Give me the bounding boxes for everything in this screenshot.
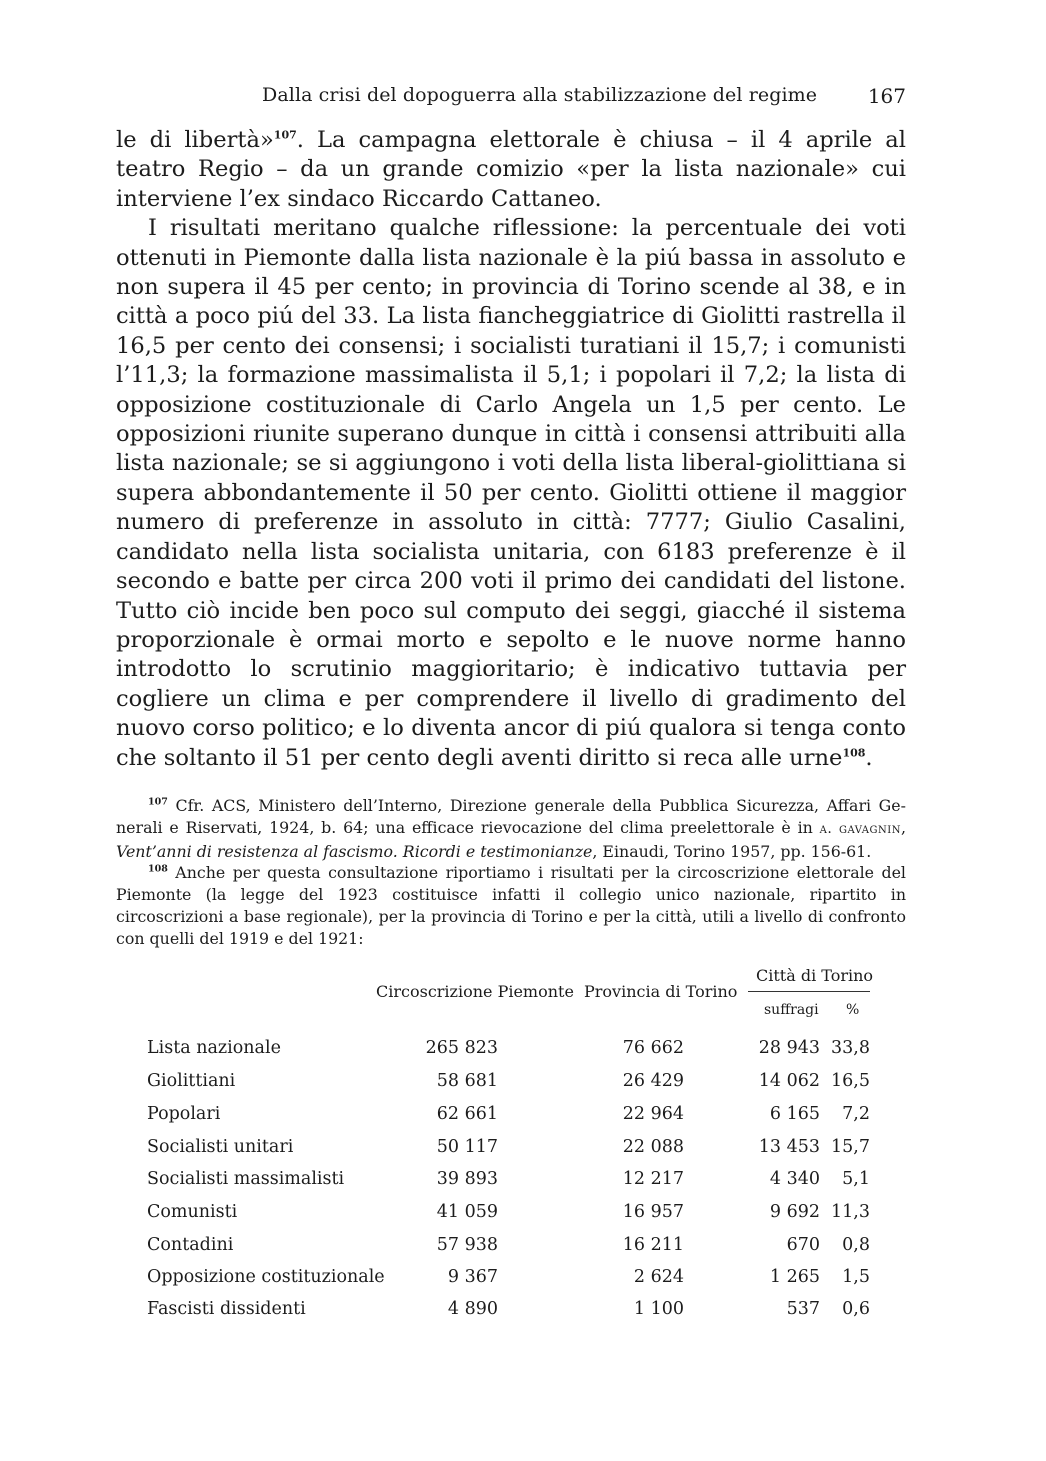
cell-piemonte: 9 367	[447, 1267, 498, 1287]
cell-percent: 7,2	[842, 1104, 870, 1124]
row-label: Opposizione costituzionale	[147, 1267, 385, 1287]
table-row	[116, 1299, 906, 1329]
table-row	[116, 1071, 906, 1101]
footnote-number: 108	[148, 864, 168, 876]
cell-piemonte: 41 059	[436, 1202, 498, 1222]
body-text	[116, 126, 906, 773]
footnote-ref-108[interactable]: 108	[842, 746, 866, 759]
cell-percent: 1,5	[842, 1267, 870, 1287]
table-row	[116, 1038, 906, 1068]
cell-percent: 11,3	[831, 1202, 870, 1222]
cell-suffragi: 4 340	[769, 1169, 820, 1189]
paragraph-2	[116, 214, 906, 773]
row-label: Lista nazionale	[147, 1038, 281, 1058]
footnote-107-author: a. gavagnin	[819, 820, 901, 837]
page-number: 167	[867, 84, 906, 108]
election-results-table	[116, 962, 906, 1322]
cell-suffragi: 28 943	[758, 1038, 820, 1058]
footnote-108	[116, 862, 906, 949]
cell-provincia: 26 429	[622, 1071, 684, 1091]
table-row	[116, 1235, 906, 1265]
table-row	[116, 1267, 906, 1297]
cell-provincia: 22 088	[622, 1137, 684, 1157]
cell-piemonte: 265 823	[425, 1038, 498, 1058]
cell-piemonte: 57 938	[436, 1235, 498, 1255]
row-label: Socialisti unitari	[147, 1137, 294, 1157]
row-label: Fascisti dissidenti	[147, 1299, 306, 1319]
cell-percent: 15,7	[831, 1137, 870, 1157]
cell-suffragi: 670	[786, 1235, 820, 1255]
running-title: Dalla crisi del dopoguerra alla stabilizzazione del regime	[262, 84, 818, 106]
cell-percent: 33,8	[831, 1038, 870, 1058]
cell-suffragi: 537	[786, 1299, 820, 1319]
cell-suffragi: 6 165	[769, 1104, 820, 1124]
row-label: Popolari	[147, 1104, 221, 1124]
cell-provincia: 12 217	[622, 1169, 684, 1189]
cell-provincia: 16 957	[622, 1202, 684, 1222]
running-header	[262, 84, 906, 114]
cell-suffragi: 13 453	[758, 1137, 820, 1157]
paragraph-2-text: I risultati meritano qualche riflessione: la percentuale dei voti ottenuti in Piemonte dalla lista nazionale è la piú bassa in assoluto e non supera il 45 per cento; in provincia di Torino scende al 38, e in città a poco piú del 33. La lista fiancheggiatrice di Giolitti rastrella il 16,5 per cento dei consensi; i socialisti turatiani il 15,7; i comunisti l’11,3; la formazione massimalista il 5,1; i popolari il 7,2; la lista di opposizione costituzionale di Carlo Angela un 1,5 per cento. Le opposizioni riunite superano dunque in città i consensi attribuiti alla lista nazionale; se si aggiungono i voti della lista liberal-giolittiana si supera abbondantemente il 50 per cento. Giolitti ottiene il maggior numero di preferenze in assoluto in città: 7777; Giulio Casalini, candidato nella lista socialista unitaria, con 6183 preferenze è il secondo e batte per circa 200 voti il primo dei candidati del listone. Tutto ciò incide ben poco sul computo dei seggi, giacché il sistema proporzionale è ormai morto e sepolto e le nuove norme hanno introdotto lo scrutinio maggioritario; è indicativo tuttavia per cogliere un clima e per comprendere il livello di gradimento del nuovo corso politico; e lo diventa ancor di piú qualora si tenga conto che soltanto il 51 per cento degli aventi diritto si reca alle urne	[116, 215, 906, 771]
cell-piemonte: 39 893	[436, 1169, 498, 1189]
footnote-107-comma: ,	[900, 817, 906, 837]
row-label: Comunisti	[147, 1202, 238, 1222]
subheader-percent: %	[846, 1002, 860, 1018]
column-header-piemonte: Circoscrizione Piemonte	[376, 982, 574, 1001]
table-row	[116, 1169, 906, 1199]
column-header-citta: Città di Torino	[756, 966, 874, 985]
cell-percent: 5,1	[842, 1169, 870, 1189]
subheader-suffragi: suffragi	[764, 1002, 819, 1018]
footnote-108-text: Anche per questa consultazione riportiamo i risultati per la circoscrizione elettorale del Piemonte (la legge del 1923 costituisce infatti il collegio unico nazionale, ripartito in circoscrizioni a base regionale), per la provincia di Torino e per la città, utili a livello di confronto con quelli del 1919 e del 1921:	[116, 863, 906, 948]
cell-suffragi: 1 265	[769, 1267, 820, 1287]
table-row	[116, 1202, 906, 1232]
row-label: Giolittiani	[147, 1071, 236, 1091]
table-row	[116, 1104, 906, 1134]
cell-percent: 16,5	[831, 1071, 870, 1091]
cell-piemonte: 58 681	[436, 1071, 498, 1091]
paragraph-1-text-cont: . La campagna elettorale è chiusa – il 4 aprile al teatro Regio – da un grande comizio «per la lista nazionale» cui interviene l’ex sindaco Riccardo Cattaneo.	[116, 127, 906, 212]
cell-suffragi: 9 692	[769, 1202, 820, 1222]
cell-piemonte: 4 890	[447, 1299, 498, 1319]
footnote-107-text: Cfr. ACS, Ministero dell’Interno, Direzione generale della Pubblica Sicurezza, Affari Generali e Riservati, 1924, b. 64; una efficace rievocazione del clima preelettorale è in	[116, 796, 906, 837]
cell-provincia: 1 100	[633, 1299, 684, 1319]
cell-provincia: 16 211	[622, 1235, 684, 1255]
footnote-ref-107[interactable]: 107	[273, 128, 297, 142]
footnotes	[116, 795, 906, 950]
paragraph-1-text: le di libertà»	[116, 127, 274, 153]
cell-piemonte: 50 117	[436, 1137, 498, 1157]
row-label: Contadini	[147, 1235, 234, 1255]
header-rule	[748, 991, 870, 992]
cell-piemonte: 62 661	[436, 1104, 498, 1124]
table-row	[116, 1137, 906, 1167]
paragraph-2-text-end: .	[865, 744, 873, 771]
footnote-107-book-title: Vent’anni di resistenza al fascismo. Ricordi e testimonianze	[116, 841, 593, 861]
row-label: Socialisti massimalisti	[147, 1169, 345, 1189]
footnote-107-text-end: , Einaudi, Torino 1957, pp. 156-61.	[592, 841, 872, 861]
footnote-107	[116, 795, 906, 862]
cell-suffragi: 14 062	[758, 1071, 820, 1091]
cell-percent: 0,6	[842, 1299, 870, 1319]
cell-provincia: 22 964	[622, 1104, 684, 1124]
footnote-number: 107	[148, 796, 168, 808]
paragraph-1	[116, 126, 906, 214]
cell-percent: 0,8	[842, 1235, 870, 1255]
cell-provincia: 76 662	[622, 1038, 684, 1058]
cell-provincia: 2 624	[633, 1267, 684, 1287]
column-header-provincia: Provincia di Torino	[584, 982, 738, 1001]
